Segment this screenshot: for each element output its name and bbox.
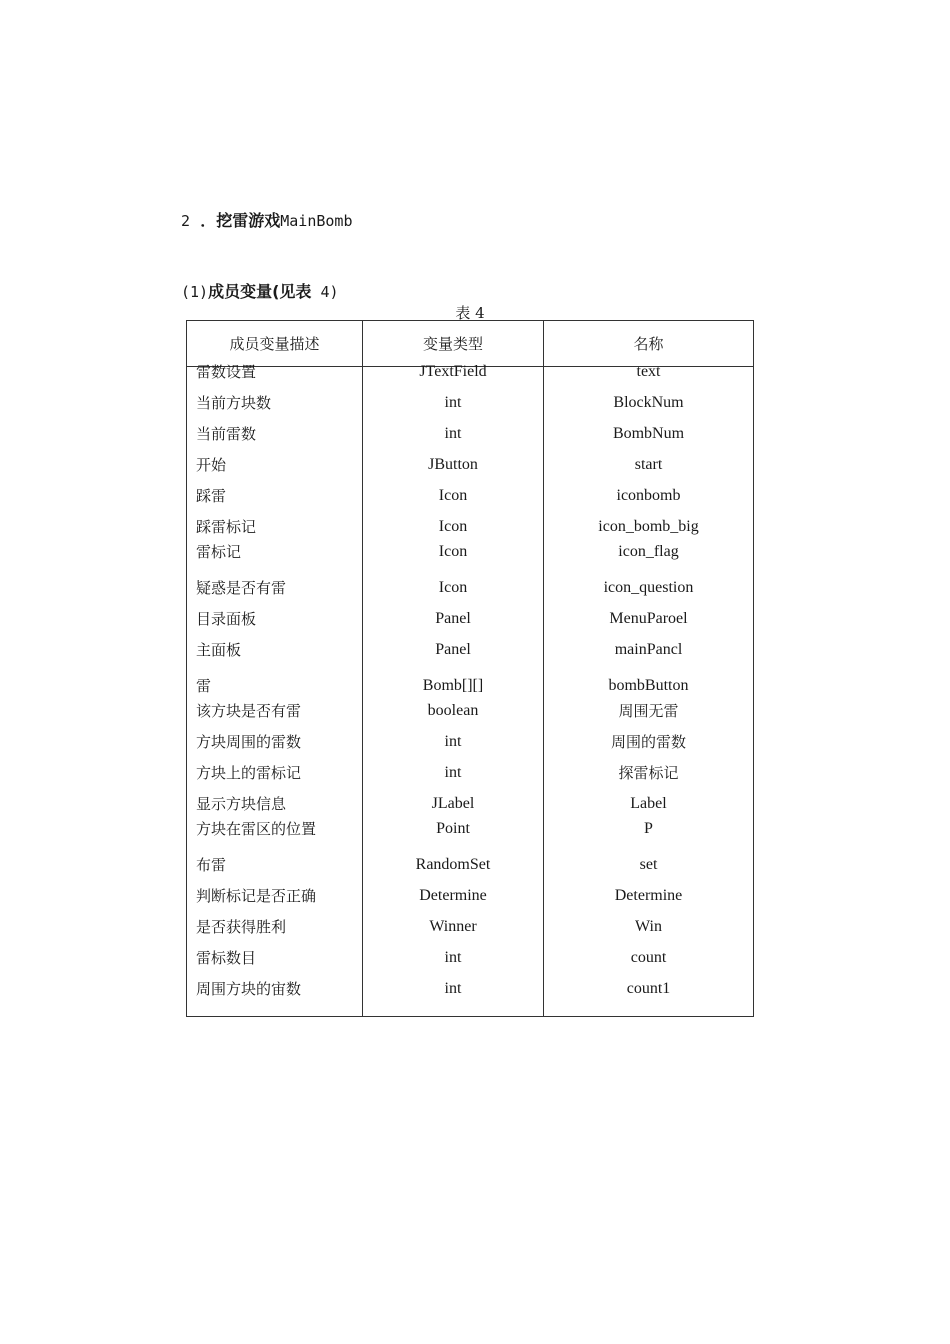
cell-type: Point: [436, 820, 470, 837]
cell-type: JTextField: [419, 363, 487, 380]
cell-name: 探雷标记: [618, 764, 679, 782]
section-title-en: MainBomb: [280, 212, 353, 230]
cell-type: int: [444, 980, 462, 997]
cell-description: 显示方块信息: [196, 795, 287, 813]
cell-type: int: [444, 425, 462, 442]
cell-name: BlockNum: [613, 394, 684, 411]
header-description: 成员变量描述: [229, 335, 320, 353]
cell-type: RandomSet: [415, 856, 491, 873]
cell-name: Determine: [614, 887, 683, 904]
cell-name: iconbomb: [616, 487, 681, 504]
cell-name: icon_flag: [618, 543, 679, 560]
cell-name: BombNum: [612, 425, 685, 442]
cell-description: 疑惑是否有雷: [196, 579, 287, 597]
cell-name: P: [644, 820, 653, 837]
cell-description: 方块在雷区的位置: [196, 820, 317, 838]
subsection-ref: 4): [311, 283, 339, 301]
cell-name: count1: [626, 980, 671, 997]
section-title-cn: 挖雷游戏: [216, 211, 281, 230]
cell-description: 主面板: [196, 641, 242, 659]
cell-type: Icon: [438, 543, 468, 560]
section-number: 2: [181, 212, 191, 230]
subsection-prefix: (1): [181, 283, 209, 301]
cell-description: 周围方块的宙数: [196, 980, 302, 998]
cell-description: 雷标数目: [196, 949, 257, 967]
cell-type: JButton: [428, 456, 478, 473]
cell-description: 雷标记: [196, 543, 242, 561]
cell-description: 踩雷: [196, 487, 227, 505]
cell-description: 目录面板: [196, 610, 257, 628]
cell-description: 该方块是否有雷: [196, 702, 302, 720]
cell-description: 当前雷数: [196, 425, 257, 443]
cell-type: JLabel: [431, 795, 475, 812]
cell-name: Win: [635, 918, 662, 935]
cell-description: 方块周围的雷数: [196, 733, 302, 751]
cell-name: mainPancl: [614, 641, 683, 658]
cell-type: Icon: [438, 518, 468, 535]
cell-type: int: [444, 733, 462, 750]
cell-name: text: [636, 363, 661, 380]
subsection-heading: [181, 279, 339, 302]
cell-name: set: [639, 856, 658, 873]
cell-name: icon_question: [603, 579, 694, 596]
cell-name: start: [634, 456, 663, 473]
cell-description: 判断标记是否正确: [196, 887, 317, 905]
cell-description: 雷: [196, 677, 212, 695]
cell-description: 开始: [196, 456, 227, 474]
cell-type: Icon: [438, 579, 468, 596]
table-caption: 表 4: [455, 304, 485, 322]
header-name: 名称: [633, 335, 664, 353]
cell-type: Bomb[][]: [422, 677, 484, 694]
cell-description: 踩雷标记: [196, 518, 257, 536]
cell-name: MenuParoel: [609, 610, 688, 627]
subsection-title: 成员变量(见表: [208, 282, 312, 301]
cell-name: bombButton: [608, 677, 689, 694]
cell-type: boolean: [427, 702, 479, 719]
cell-name: Label: [630, 795, 667, 812]
cell-type: int: [444, 764, 462, 781]
cell-type: int: [444, 394, 462, 411]
cell-type: Icon: [438, 487, 468, 504]
header-type: 变量类型: [422, 335, 483, 353]
cell-description: 方块上的雷标记: [196, 764, 302, 782]
cell-description: 是否获得胜利: [196, 918, 287, 936]
cell-name: count: [630, 949, 667, 966]
cell-description: 当前方块数: [196, 394, 272, 412]
section-separator: ．: [200, 211, 217, 230]
cell-type: Winner: [429, 918, 477, 935]
member-variable-table: [186, 320, 754, 1017]
cell-name: icon_bomb_big: [598, 518, 699, 535]
cell-type: int: [444, 949, 462, 966]
cell-description: 雷数设置: [196, 363, 257, 381]
cell-type: Determine: [419, 887, 487, 904]
cell-name: 周围的雷数: [610, 733, 686, 751]
cell-type: Panel: [435, 641, 471, 658]
section-heading: [181, 208, 352, 231]
cell-type: Panel: [435, 610, 471, 627]
cell-description: 布雷: [196, 856, 227, 874]
cell-name: 周围无雷: [618, 702, 679, 720]
